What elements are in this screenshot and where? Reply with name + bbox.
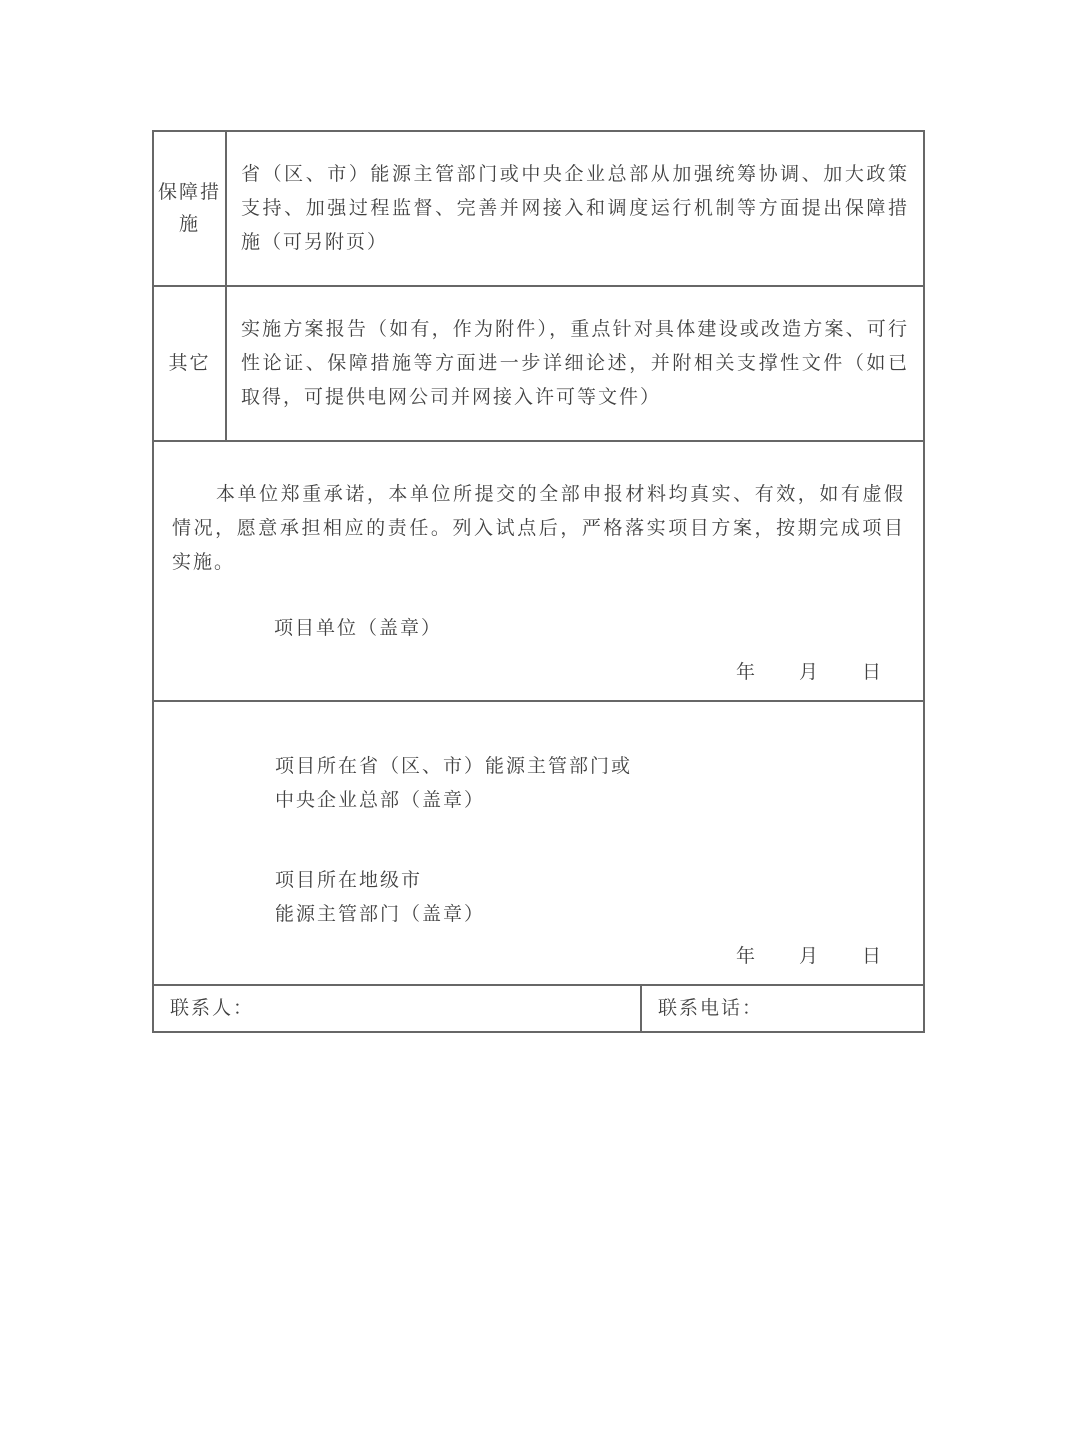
commitment-statement: 本单位郑重承诺，本单位所提交的全部申报材料均真实、有效，如有虚假情况，愿意承担相应的责任。列入试点后，严格落实项目方案，按期完成项目实施。 bbox=[172, 484, 905, 573]
safeguard-measures-label: 保障措施 bbox=[154, 132, 227, 285]
safeguard-measures-content bbox=[227, 132, 923, 285]
row-safeguard-measures bbox=[154, 132, 923, 285]
other-content bbox=[227, 287, 923, 440]
application-form-table bbox=[152, 130, 925, 1033]
approval-date-line: 年 月 日 bbox=[735, 946, 883, 967]
other-text: 实施方案报告（如有，作为附件），重点针对具体建设或改造方案、可行性论证、保障措施等方面进一步详细论述，并附相关支撑性文件（如已取得，可提供电网公司并网接入许可等文件） bbox=[241, 318, 909, 408]
contact-phone-label: 联系电话： bbox=[658, 997, 764, 1019]
municipal-authority-seal-block bbox=[275, 864, 923, 932]
other-label: 其它 bbox=[154, 287, 227, 440]
contact-phone-value-area bbox=[763, 986, 923, 1031]
approval-section bbox=[154, 700, 923, 984]
provincial-authority-line1: 项目所在省（区、市）能源主管部门或 bbox=[275, 756, 633, 777]
commitment-date-line: 年 月 日 bbox=[735, 662, 883, 683]
provincial-authority-line2: 中央企业总部（盖章） bbox=[275, 790, 486, 811]
row-other bbox=[154, 285, 923, 440]
safeguard-measures-text: 省（区、市）能源主管部门或中央企业总部从加强统筹协调、加大政策支持、加强过程监督、完善并网接入和调度运行机制等方面提出保障措施（可另附页） bbox=[241, 163, 909, 253]
contact-person-value-area bbox=[254, 986, 640, 1031]
contact-person-cell bbox=[154, 986, 642, 1031]
project-unit-seal-label: 项目单位（盖章） bbox=[274, 618, 443, 639]
contact-phone-cell bbox=[642, 986, 923, 1031]
municipal-authority-line2: 能源主管部门（盖章） bbox=[275, 904, 486, 925]
contact-person-label: 联系人： bbox=[170, 997, 255, 1019]
commitment-section bbox=[154, 440, 923, 700]
provincial-authority-seal-block bbox=[275, 750, 923, 818]
municipal-authority-line1: 项目所在地级市 bbox=[275, 870, 423, 891]
contact-row bbox=[154, 984, 923, 1031]
